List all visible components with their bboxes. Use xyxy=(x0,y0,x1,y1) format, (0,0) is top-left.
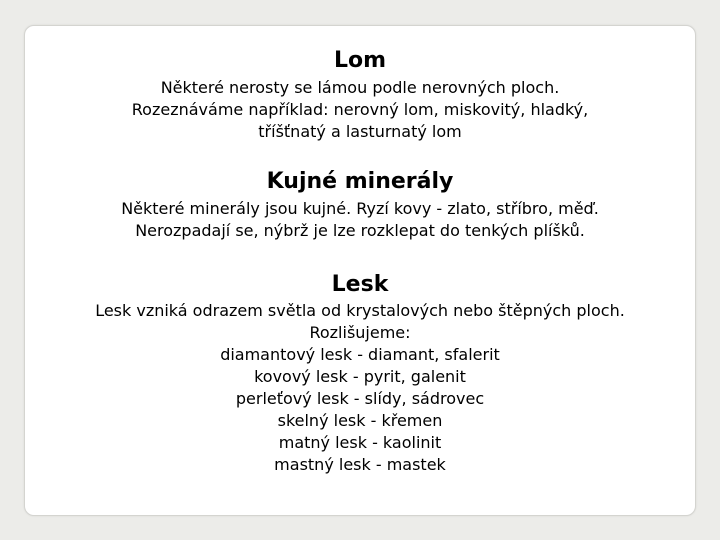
kujne-text-line-1: Některé minerály jsou kujné. Ryzí kovy - zlato, stříbro, měď. xyxy=(121,199,599,218)
lesk-text-line-6: skelný lesk - křemen xyxy=(277,411,443,430)
lesk-text-line-2: Rozlišujeme: xyxy=(309,323,411,342)
lesk-text-line-7: matný lesk - kaolinit xyxy=(278,433,442,452)
lom-text-line-1: Některé nerosty se lámou podle nerovných ploch. xyxy=(160,78,560,97)
lom-text-line-3: tříšťnatý a lasturnatý lom xyxy=(258,122,462,141)
lesk-text-line-3: diamantový lesk - diamant, sfalerit xyxy=(220,345,500,364)
kujne-text-line-2: Nerozpadají se, nýbrž je lze rozklepat do tenkých plíšků. xyxy=(135,221,585,240)
lom-text-line-2: Rozeznáváme například: nerovný lom, miskovitý, hladký, xyxy=(131,100,589,119)
lesk-text-line-1: Lesk vzniká odrazem světla od krystalových nebo štěpných ploch. xyxy=(95,301,625,320)
slide xyxy=(24,25,696,516)
lesk-heading: Lesk xyxy=(331,272,389,297)
kujne-mineraly-heading: Kujné minerály xyxy=(266,169,454,194)
lesk-text-line-8: mastný lesk - mastek xyxy=(274,455,446,474)
lesk-text-line-4: kovový lesk - pyrit, galenit xyxy=(254,367,466,386)
lom-heading: Lom xyxy=(333,48,387,73)
lesk-text-line-5: perleťový lesk - slídy, sádrovec xyxy=(235,389,485,408)
